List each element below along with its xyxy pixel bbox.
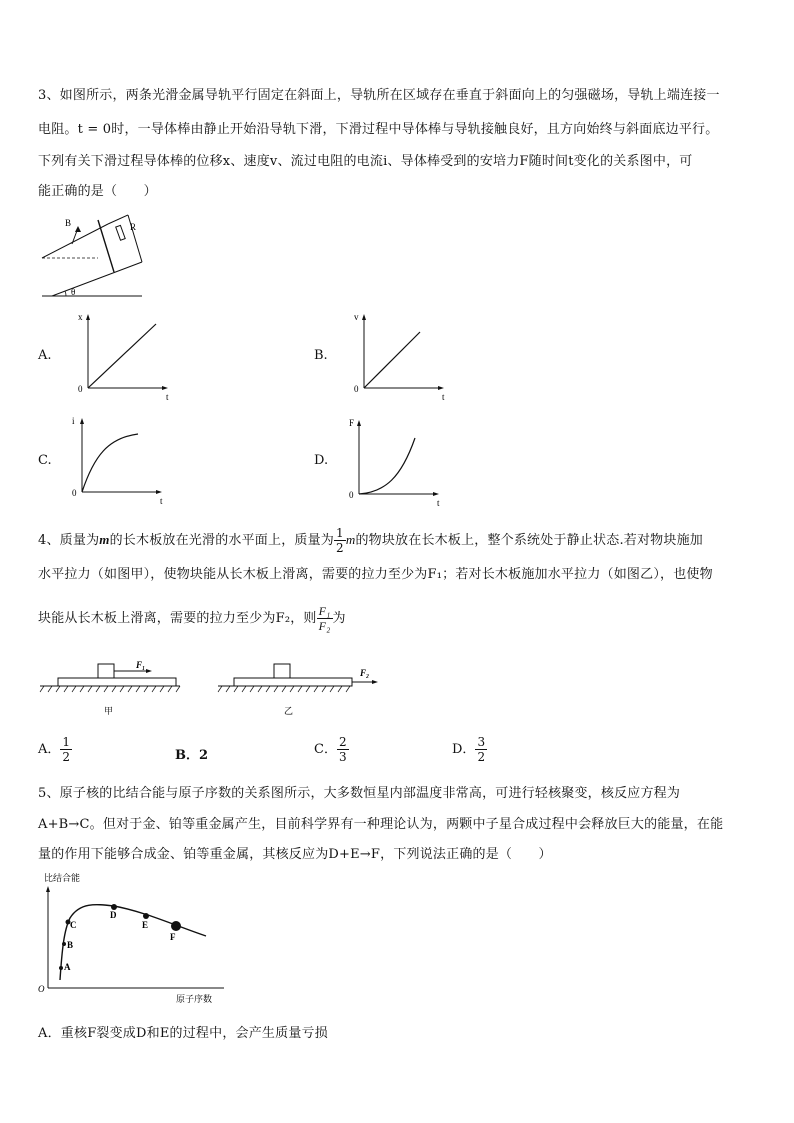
binding-energy-chart [36,870,226,1006]
q4-mass-m2: m [345,532,356,547]
q4-half-den: 2 [336,541,344,555]
q4-line2: 水平拉力（如图甲），使物块能从长木板上滑离，需要的拉力至少为F₁；若对长木板施加水平拉力（如图乙），也使物 [38,567,713,582]
q4-d-num: 3 [477,735,486,749]
q3-d-origin: 0 [349,490,354,500]
q3-option-c-graph [68,416,168,506]
q4-figure-jia [40,656,180,720]
q3-b-taxis: t [442,392,445,402]
q3-b-origin: 0 [354,384,359,394]
q4-f1-label: F₁ [136,660,146,670]
b-field-label: B [65,218,72,228]
label-d: D [110,910,117,920]
q3-line4: 能正确的是（ ） [38,184,157,199]
q3-a-taxis: t [166,392,169,402]
q4-option-b[interactable]: B．2 [175,748,209,763]
q3-c-yaxis: i [72,416,75,426]
q4-option-c-label: C． [314,742,337,757]
q3-d-taxis: t [437,498,440,508]
q4-option-c[interactable] [314,735,349,764]
q4-ratio-den: F₂ [318,619,331,633]
q4-l1a: 4、质量为 [38,533,100,548]
q4-line1 [38,526,703,555]
q4-option-c-fraction [337,735,349,764]
q3-a-origin: 0 [78,384,83,394]
q4-c-den: 3 [338,750,347,764]
q4-mass-m: m [99,532,110,547]
q4-option-a-fraction [60,735,72,764]
angle-label: θ [71,287,76,297]
resistor-label: R [130,222,137,232]
q4-figure-yi [218,656,386,720]
q4-line3 [38,604,346,633]
point-f [171,921,181,931]
chart-xlabel: 原子序数 [176,994,213,1004]
q4-half-num: 1 [336,526,344,540]
q4-d-den: 2 [477,750,486,764]
q4-jia-caption: 甲 [104,706,114,716]
chart-origin: O [38,984,45,994]
q4-l1b: 的长木板放在光滑的水平面上，质量为 [109,533,334,548]
q3-c-origin: 0 [72,488,77,498]
q4-half-fraction [334,526,346,555]
label-b: B [67,940,74,950]
q3-option-a-label[interactable]: A. [38,348,52,363]
q3-option-b-label[interactable]: B. [314,348,328,363]
point-e [143,913,149,919]
chart-ylabel: 比结合能 [44,873,81,883]
point-b [62,942,66,946]
q3-d-yaxis: F [349,418,355,428]
q4-option-d-label: D． [452,742,476,757]
q3-option-d-graph [345,418,445,508]
q5-option-a[interactable]: A．重核F裂变成D和E的过程中，会产生质量亏损 [38,1026,328,1041]
q3-line2: 电阻。t = 0时，一导体棒由静止开始沿导轨下滑，下滑过程中导体棒与导轨接触良好，且方向始终与斜面底边平行。 [38,122,719,137]
q3-line1: 3、如图所示，两条光滑金属导轨平行固定在斜面上，导轨所在区域存在垂直于斜面向上的匀强磁场，导轨上端连接一 [38,88,720,103]
q4-f2-label: F₂ [360,668,370,678]
q3-line3: 下列有关下滑过程导体棒的位移x、速度v、流过电阻的电流i、导体棒受到的安培力F随时间t变化的关系图中，可 [38,154,693,169]
q5-line2: A+B→C。但对于金、铂等重金属产生，目前科学界有一种理论认为，两颗中子星合成过程中会释放巨大的能量，在能 [38,817,724,832]
q3-option-d-label[interactable]: D. [314,453,329,468]
q4-option-d-fraction [475,735,487,764]
q4-force-ratio [317,604,333,633]
q3-a-yaxis: x [78,312,83,322]
q3-option-a-graph [74,312,174,402]
binding-energy-curve [60,905,206,980]
q4-yi-caption: 乙 [284,706,294,716]
label-f: F [170,932,176,942]
label-c: C [70,920,77,930]
q5-line1: 5、原子核的比结合能与原子序数的关系图所示，大多数恒星内部温度非常高，可进行轻核聚变，核反应方程为 [38,786,681,801]
q3-option-b-graph [350,312,450,402]
q4-option-a[interactable] [38,735,72,764]
q4-a-den: 2 [62,750,71,764]
label-e: E [142,920,149,930]
q4-l3b: 为 [332,611,346,626]
q3-b-yaxis: v [354,312,359,322]
point-a [59,966,63,970]
q4-a-num: 1 [62,735,71,749]
q4-l1c: 的物块放在长木板上，整个系统处于静止状态.若对物块施加 [355,533,703,548]
q4-c-num: 2 [338,735,347,749]
label-a: A [64,962,71,972]
q4-option-d[interactable] [452,735,487,764]
q4-l3a: 块能从长木板上滑离，需要的拉力至少为F₂，则 [38,611,317,626]
incline-rail-figure [38,210,148,302]
q4-ratio-num: F₁ [318,604,331,618]
q5-line3: 量的作用下能够合成金、铂等重金属，其核反应为D+E→F，下列说法正确的是（ ） [38,847,552,862]
q3-option-c-label[interactable]: C. [38,453,52,468]
q4-option-a-label: A． [38,742,61,757]
q3-c-taxis: t [160,496,163,506]
